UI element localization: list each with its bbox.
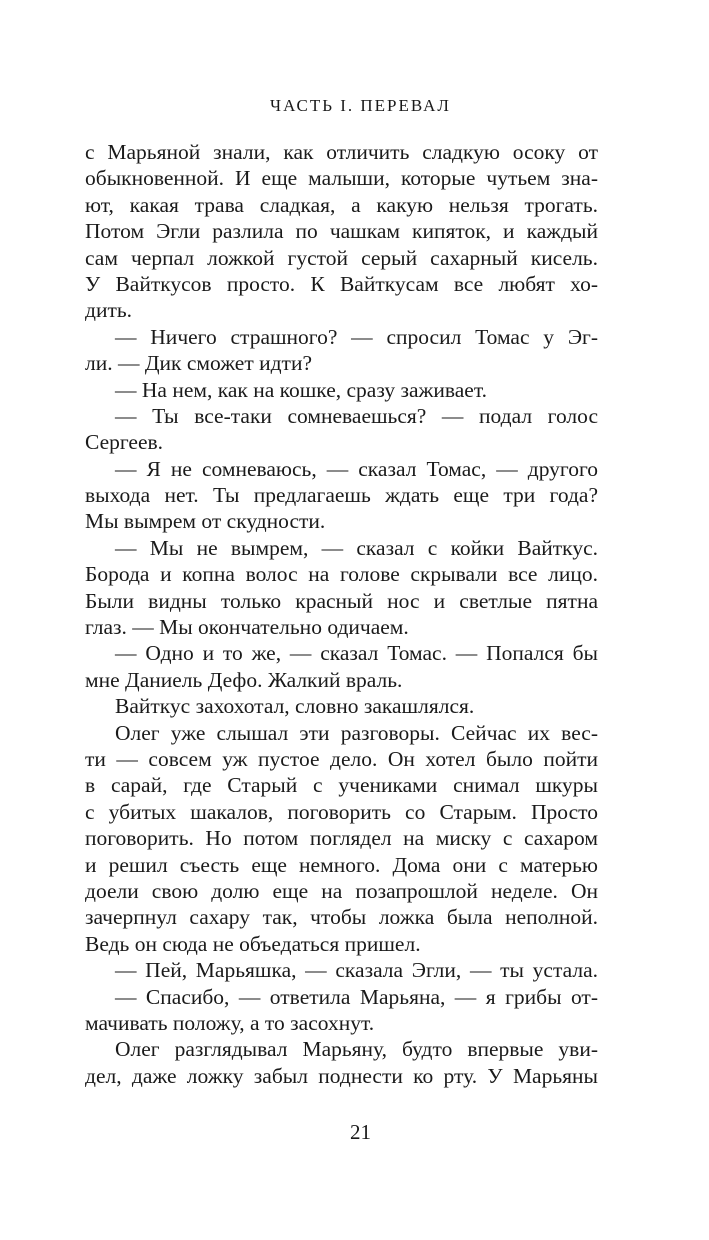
- text-line: — Ничего страшного? — спросил Томас у Эг-: [115, 324, 598, 349]
- text-line: — На нем, как на кошке, сразу заживает.: [115, 377, 487, 402]
- text-line: — Мы не вымрем, — сказал с койки Вайткус.: [115, 535, 598, 560]
- text-line: ти — совсем уж пустое дело. Он хотел было пойти: [85, 746, 598, 771]
- text-line: Борода и копна волос на голове скрывали все лицо.: [85, 562, 598, 587]
- page-number: 21: [350, 1120, 371, 1144]
- text-line: с убитых шакалов, поговорить со Старым. Просто: [85, 799, 598, 824]
- text-line: доели свою долю еще на позапрошлой неделе. Он: [85, 878, 598, 903]
- running-head: ЧАСТЬ I. ПЕРЕВАЛ: [270, 96, 451, 115]
- text-line: — Пей, Марьяшка, — сказала Эгли, — ты устала.: [115, 958, 598, 983]
- text-line: Олег уже слышал эти разговоры. Сейчас их вес-: [115, 720, 598, 745]
- text-line: Вайткус захохотал, словно закашлялся.: [115, 694, 475, 719]
- text-line: У Вайткусов просто. К Вайткусам все любят хо-: [85, 271, 598, 296]
- text-line: Сергеев.: [85, 430, 164, 455]
- text-line: — Я не сомневаюсь, — сказал Томас, — другого: [115, 456, 598, 481]
- text-line: — Ты все-таки сомневаешься? — подал голос: [115, 403, 598, 428]
- text-line: выхода нет. Ты предлагаешь ждать еще три года?: [85, 483, 598, 508]
- text-line: в сарай, где Старый с учениками снимал шкуры: [85, 773, 598, 798]
- text-line: с Марьяной знали, как отличить сладкую осоку от: [85, 140, 598, 164]
- text-line: ли. — Дик сможет идти?: [85, 351, 312, 376]
- text-line: поговорить. Но потом поглядел на миску с сахаром: [85, 826, 598, 851]
- text-line: обыкновенной. И еще малыши, которые чутьем зна-: [85, 166, 598, 191]
- text-line: глаз. — Мы окончательно одичаем.: [85, 615, 409, 640]
- text-line: зачерпнул сахару так, чтобы ложка была неполной.: [85, 905, 598, 930]
- text-line: и решил съесть еще немного. Дома они с матерью: [85, 852, 598, 877]
- text-line: — Спасибо, — ответила Марьяна, — я грибы от-: [115, 984, 598, 1009]
- text-line: Потом Эгли разлила по чашкам кипяток, и каждый: [85, 219, 598, 244]
- text-line: дить.: [85, 298, 133, 323]
- text-line: сам черпал ложкой густой серый сахарный кисель.: [85, 245, 598, 270]
- text-line: ют, какая трава сладкая, а какую нельзя трогать.: [85, 192, 598, 217]
- text-line: мне Даниель Дефо. Жалкий враль.: [85, 667, 403, 692]
- text-line: Ведь он сюда не объедаться пришел.: [85, 931, 421, 956]
- text-line: Олег разглядывал Марьяну, будто впервые уви-: [115, 1037, 598, 1062]
- body-text: [85, 139, 598, 1089]
- text-line: дел, даже ложку забыл поднести ко рту. У Марьяны: [85, 1063, 598, 1088]
- text-line: — Одно и то же, — сказал Томас. — Попался бы: [115, 641, 598, 666]
- text-line: Были видны только красный нос и светлые пятна: [85, 588, 598, 613]
- text-line: мачивать положу, а то засохнут.: [85, 1010, 375, 1035]
- text-line: Мы вымрем от скудности.: [85, 509, 326, 534]
